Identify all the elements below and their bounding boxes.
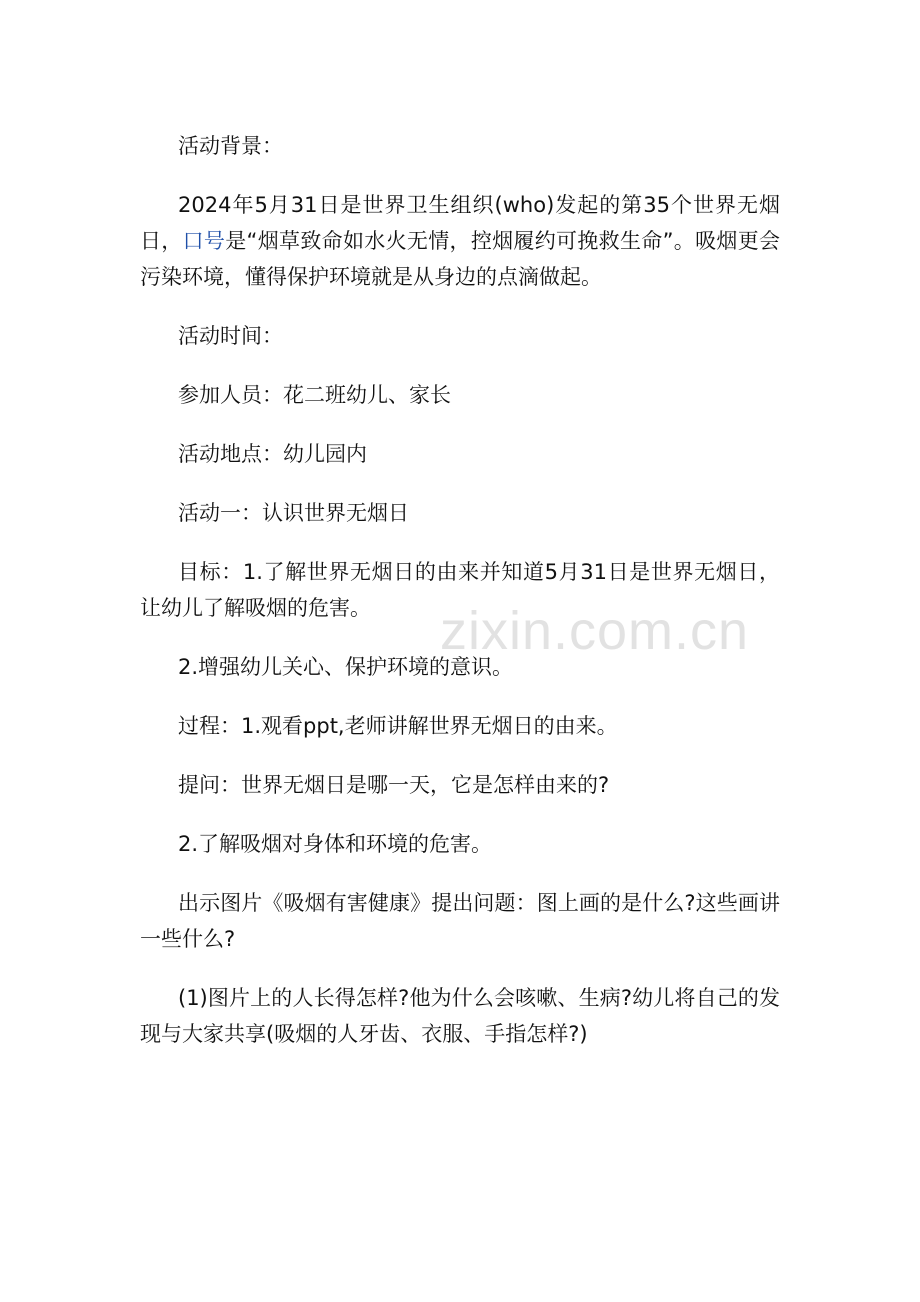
paragraph-activity-one: 活动一：认识世界无烟日: [178, 501, 409, 525]
paragraph-question: 提问：世界无烟日是哪一天，它是怎样由来的?: [178, 773, 610, 797]
background-text-start: 2024年5月31日是世界卫生组织(who)发起的第35个世界无烟日，: [140, 193, 780, 253]
slogan-link[interactable]: 口号: [182, 229, 226, 253]
paragraph-goal-one: 目标：1.了解世界无烟日的由来并知道5月31日是世界无烟日，让幼儿了解吸烟的危害。: [140, 560, 780, 620]
paragraph-background: [140, 187, 780, 295]
background-text-end: 是“烟草致命如水火无情，控烟履约可挽救生命”。吸烟更会污染环境，懂得保护环境就是从身边的点滴做起。: [140, 229, 781, 289]
paragraph-picture-question: (1)图片上的人长得怎样?他为什么会咳嗽、生病?幼儿将自己的发现与大家共享(吸烟的人牙齿、衣服、手指怎样?): [140, 986, 780, 1046]
paragraph-location: 活动地点：幼儿园内: [178, 442, 367, 466]
paragraph-background-heading: 活动背景：: [178, 134, 283, 158]
paragraph-process-two: 2.了解吸烟对身体和环境的危害。: [178, 832, 493, 856]
watermark: zixin.com.cn: [440, 601, 750, 661]
document-body: [140, 128, 780, 1075]
paragraph-goal-two: 2.增强幼儿关心、保护环境的意识。: [178, 655, 514, 679]
paragraph-show-picture: 出示图片《吸烟有害健康》提出问题：图上画的是什么?这些画讲一些什么?: [140, 891, 780, 951]
paragraph-activity-time: 活动时间：: [178, 324, 283, 348]
paragraph-participants: 参加人员：花二班幼儿、家长: [178, 383, 451, 407]
paragraph-process-one: 过程：1.观看ppt,老师讲解世界无烟日的由来。: [178, 714, 618, 738]
